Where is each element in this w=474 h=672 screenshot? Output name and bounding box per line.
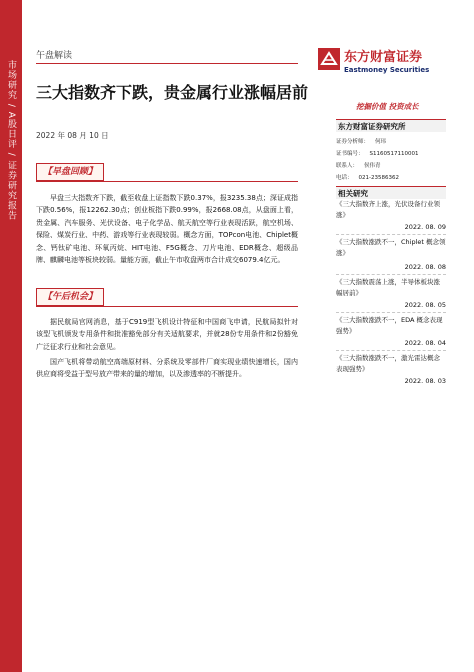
afternoon-text-1: 据民航局官网消息，基于C919型飞机设计特征和中国商飞申请，民航局拟针对该型飞机颁发专用条件和批准豁免部分有关适航要求，并就28份专用条件和2份豁免广泛征求行业和社会意见。 xyxy=(36,318,298,351)
research-institute-heading: 东方财富证券研究所 xyxy=(336,119,446,132)
contact-row xyxy=(336,161,381,169)
morning-section-title: 【早盘回顾】 xyxy=(36,163,104,181)
related-item-date: 2022. 08. 04 xyxy=(404,339,446,347)
analyst-row xyxy=(336,137,386,145)
brand-slogan: 挖掘价值 投资成长 xyxy=(356,102,419,111)
related-item-date: 2022. 08. 03 xyxy=(404,377,446,385)
brand-name-en: Eastmoney Securities xyxy=(344,66,430,74)
phone-value: 021-23586362 xyxy=(358,175,399,181)
phone-label: 电话： xyxy=(336,175,353,181)
related-separator xyxy=(336,234,446,235)
related-research-heading: 相关研究 xyxy=(336,186,446,199)
analyst-label: 证券分析师： xyxy=(336,139,370,145)
related-separator xyxy=(336,312,446,313)
contact-value: 侯伟青 xyxy=(364,163,381,169)
related-item-date: 2022. 08. 09 xyxy=(404,223,446,231)
sidebar-band xyxy=(0,0,22,672)
afternoon-section-title: 【午后机会】 xyxy=(36,288,104,306)
related-item-date: 2022. 08. 08 xyxy=(404,263,446,271)
header-divider xyxy=(36,63,298,64)
report-date: 2022 年 08 月 10 日 xyxy=(36,131,109,140)
certificate-row xyxy=(336,149,419,157)
section-divider xyxy=(36,181,298,182)
morning-section-header xyxy=(36,163,298,183)
related-item-title[interactable]: 《三大指数震荡上涨，半导体板块涨幅居前》 xyxy=(336,278,440,297)
afternoon-text-2: 国产飞机将带动航空高端原材料、分系统及零部件厂商实现业绩快速增长，国内供应商将受益于型号放产带来的量的增加，以及渗透率的不断提升。 xyxy=(36,358,298,379)
contact-label: 联系人： xyxy=(336,163,359,169)
section-divider xyxy=(36,306,298,307)
related-item-title[interactable]: 《三大指数齐上涨，光伏设备行业领涨》 xyxy=(336,200,440,219)
related-item-title[interactable]: 《三大指数涨跌不一，Chiplet 概念领涨》 xyxy=(336,238,446,257)
related-separator xyxy=(336,274,446,275)
morning-review-text: 早盘三大指数齐下跌，截至收盘上证指数下跌0.37%，报3235.38点；深证成指下跌0.56%，报12262.30点；创业板指下跌0.99%，报2668.08点，从盘面上看，贵金属、汽车服务、光伏设备、电子化学品、航天航空等行业表现活跃，航空机场、保险、煤炭行业、中药、游戏等行业表现较弱。概念方面，TOPcon电池、Chiplet概念、钙钛矿电池、环氧丙烷、HIT电池、F5G概念、刀片电池、EDR概念、超级品牌、麒麟电池等板块较弱。量能方面，截止午市收盘两市合计成交6079.4亿元。 xyxy=(36,194,298,265)
certificate-value: S1160517110001 xyxy=(369,151,419,157)
related-separator xyxy=(336,350,446,351)
brand-logo xyxy=(318,44,448,80)
afternoon-section-header xyxy=(36,288,298,308)
page-title: 三大指数齐下跌，贵金属行业涨幅居前 xyxy=(36,83,309,102)
related-item-title[interactable]: 《三大指数涨跌不一，激光雷达概念表现强势》 xyxy=(336,354,440,373)
certificate-label: 证书编号： xyxy=(336,151,364,157)
related-item-title[interactable]: 《三大指数涨跌不一，EDA 概念表现强势》 xyxy=(336,316,443,335)
report-category: 午盘解读 xyxy=(36,51,73,61)
related-item-date: 2022. 08. 05 xyxy=(404,301,446,309)
sidebar-category-text: 市场研究 / A股日评 / 证券研究报告 xyxy=(6,60,16,221)
brand-name-cn: 东方财富证券 xyxy=(344,50,423,65)
logo-mark-icon xyxy=(318,48,340,70)
phone-row xyxy=(336,173,399,181)
analyst-value: 何玮 xyxy=(375,139,387,145)
